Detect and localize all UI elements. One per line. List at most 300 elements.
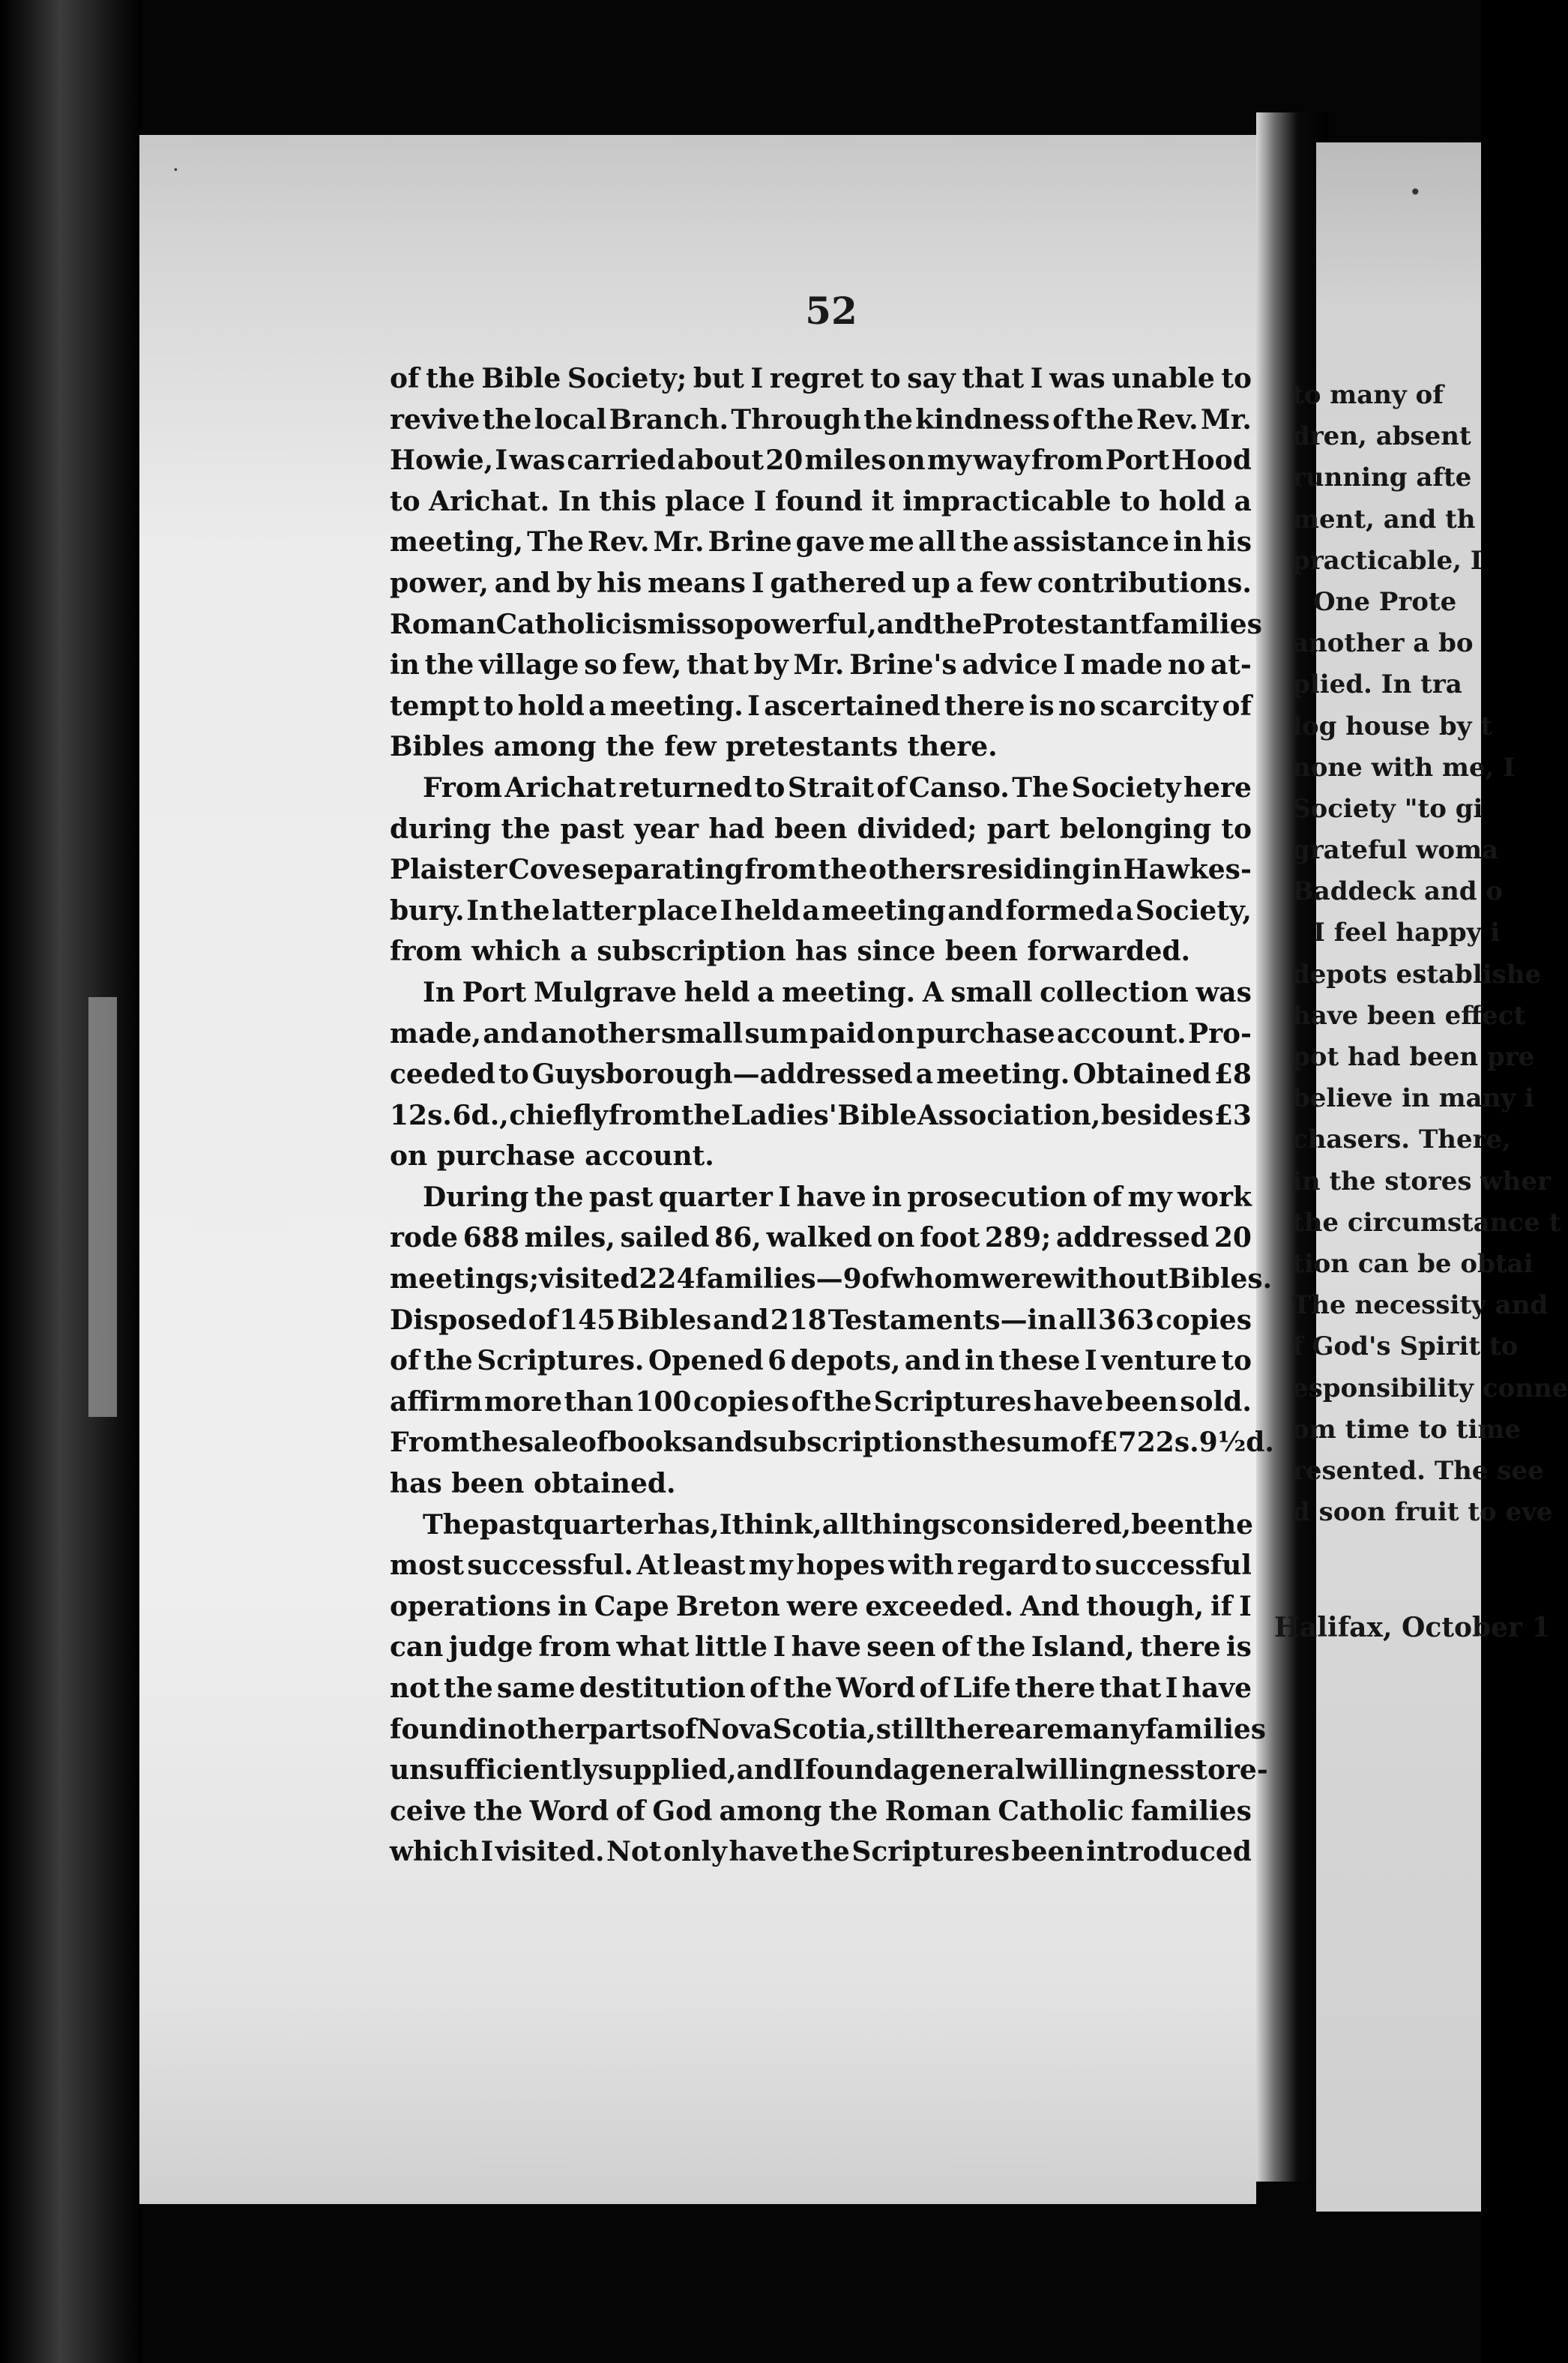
text-line <box>390 645 1252 686</box>
word: few <box>979 567 1032 599</box>
word: Brine <box>708 526 792 559</box>
word: hopes <box>796 1550 885 1582</box>
word: on <box>887 445 926 477</box>
word: depots, <box>790 1345 901 1377</box>
word: a <box>1115 894 1134 927</box>
word: miles, <box>524 1222 615 1254</box>
word: was <box>1049 363 1106 394</box>
text-line <box>390 1095 1252 1137</box>
word: there <box>944 690 1025 722</box>
word: been <box>1105 1385 1178 1418</box>
word: 100 <box>635 1385 692 1418</box>
word: year <box>634 813 699 845</box>
text-line: another a bo <box>1292 628 1474 659</box>
word: Association, <box>917 1099 1101 1131</box>
word: many <box>1064 1713 1145 1745</box>
word: families <box>1145 1713 1267 1745</box>
word: whom <box>891 1263 981 1295</box>
word: small <box>661 1017 744 1050</box>
word: Society; <box>567 363 687 394</box>
word: Port <box>1105 445 1170 477</box>
word: £8 <box>1213 1059 1252 1091</box>
word: operations <box>390 1590 552 1622</box>
word: Roman <box>390 608 496 640</box>
word: divided; <box>857 813 977 845</box>
word: work <box>1177 1181 1252 1213</box>
word: assistance <box>1013 526 1170 559</box>
text-line <box>390 1586 1252 1628</box>
word: in <box>872 1181 902 1213</box>
word: a <box>1234 485 1252 517</box>
word: I <box>495 445 508 477</box>
word: subscriptions <box>753 1427 957 1459</box>
word: Arichat. <box>429 485 550 517</box>
text-line <box>390 563 1252 604</box>
text-line <box>390 1627 1252 1668</box>
word: to <box>1221 363 1252 394</box>
word: I <box>1165 1673 1178 1704</box>
word: I <box>750 363 764 394</box>
word: his <box>1206 526 1252 559</box>
word: 218 <box>770 1304 827 1336</box>
word: returned <box>618 771 753 804</box>
word: families <box>1141 608 1262 640</box>
word: about <box>677 445 764 477</box>
word: introduced <box>1086 1836 1252 1868</box>
word: so <box>584 649 618 681</box>
word: Scriptures <box>873 1385 1032 1418</box>
word: no <box>1058 690 1097 722</box>
word: purchase <box>916 1017 1055 1050</box>
word: Roman <box>884 1795 992 1827</box>
word: 20 <box>1213 1222 1252 1254</box>
word: Scotia, <box>772 1713 876 1745</box>
text-line <box>390 1422 1274 1463</box>
word: meeting. <box>936 1059 1070 1091</box>
word: the <box>1204 1508 1254 1541</box>
text-line <box>390 809 1252 850</box>
word: that <box>687 649 749 681</box>
word: 86, <box>714 1222 762 1254</box>
word: foot <box>920 1222 980 1254</box>
word: is <box>675 608 702 640</box>
word: gave <box>795 526 865 559</box>
word: my <box>748 1550 793 1582</box>
word: have <box>1033 1385 1104 1418</box>
word: been <box>1131 1508 1204 1541</box>
word: made <box>1080 649 1163 681</box>
text-line <box>390 1668 1252 1709</box>
word: meeting. <box>782 976 916 1008</box>
word: Not <box>606 1836 662 1868</box>
word: miles <box>804 445 887 477</box>
word: found <box>805 1754 893 1786</box>
word: Catholicism <box>495 608 676 640</box>
word: than <box>564 1385 633 1418</box>
word: advice <box>962 649 1058 681</box>
word: Mr. <box>653 526 705 559</box>
text-line <box>390 1217 1252 1259</box>
word: the <box>473 1795 523 1827</box>
word: only <box>663 1836 727 1868</box>
word: venture <box>1101 1345 1217 1377</box>
text-line: the circumstance t <box>1292 1207 1561 1238</box>
word: bury. <box>390 894 465 927</box>
word: Port <box>462 976 527 1008</box>
film-speck: • <box>1409 180 1422 205</box>
text-line: on purchase account. <box>390 1140 714 1173</box>
word: there <box>934 1713 1016 1745</box>
word: the <box>424 649 474 681</box>
word: it <box>871 485 894 517</box>
page-number: 52 <box>805 289 857 333</box>
word: The <box>527 526 584 559</box>
word: destitution <box>579 1673 746 1704</box>
word: so <box>701 608 735 640</box>
text-line: running afte <box>1292 463 1472 493</box>
word: been <box>1011 1836 1085 1868</box>
word: there <box>1140 1631 1221 1664</box>
word: can <box>390 1631 444 1664</box>
word: to <box>1120 485 1151 517</box>
word: was <box>509 445 566 477</box>
word: visited <box>539 1263 639 1295</box>
word: by <box>556 567 591 599</box>
text-line: plied. In tra <box>1292 669 1462 700</box>
word: Protestant <box>982 608 1142 640</box>
word: A <box>922 976 944 1008</box>
word: sum <box>1006 1427 1070 1459</box>
word: meeting <box>821 894 946 927</box>
word: Mr. <box>793 649 845 681</box>
word: of <box>528 1304 558 1336</box>
word: of <box>578 1427 609 1459</box>
word: of <box>941 1631 971 1664</box>
left-page-text <box>390 358 1274 1873</box>
word: past <box>479 1508 544 1541</box>
word: powerful, <box>734 608 877 640</box>
word: Rev. <box>1136 403 1198 436</box>
word: and <box>494 567 551 599</box>
text-line: in the stores wher <box>1292 1166 1551 1196</box>
word: way <box>973 445 1030 477</box>
word: paid <box>809 1017 875 1050</box>
word: Society <box>1071 771 1181 804</box>
word: meeting, <box>390 526 524 559</box>
word: my <box>927 445 972 477</box>
word: in <box>965 1345 995 1377</box>
text-line: resented. The see <box>1292 1455 1544 1486</box>
word: meetings; <box>390 1263 540 1295</box>
word: I <box>1084 1345 1097 1377</box>
text-line <box>390 1259 1273 1300</box>
text-line <box>390 849 1252 891</box>
word: most <box>390 1550 464 1582</box>
word: I <box>778 1181 791 1213</box>
text-line: Baddeck and o <box>1292 876 1504 907</box>
word: been <box>774 813 848 845</box>
text-line: have been effect <box>1292 1000 1526 1031</box>
word: power, <box>390 567 489 599</box>
word: other <box>507 1713 589 1745</box>
word: Ladies' <box>731 1099 837 1131</box>
word: ascertained <box>764 690 941 722</box>
word: of <box>1070 1427 1100 1459</box>
word: still <box>875 1713 935 1745</box>
word: in <box>477 1713 507 1745</box>
word: unsufficiently <box>390 1754 598 1786</box>
word: Life <box>953 1673 1011 1704</box>
word: of <box>1052 403 1082 436</box>
word: to <box>1221 813 1252 845</box>
word: successful. <box>467 1550 633 1582</box>
word: the <box>932 608 983 640</box>
word: the <box>423 1345 473 1377</box>
word: these <box>998 1345 1081 1377</box>
word: Canso. <box>908 771 1010 804</box>
word: meeting. <box>609 690 744 722</box>
word: if <box>1210 1590 1233 1622</box>
word: in <box>1173 526 1203 559</box>
word: had <box>708 813 765 845</box>
word: few, <box>622 649 682 681</box>
word: of <box>861 1263 892 1295</box>
word: has, <box>657 1508 720 1541</box>
text-line: The necessity and <box>1292 1290 1549 1321</box>
word: to <box>483 690 514 722</box>
word: the <box>863 403 913 436</box>
word: parts <box>588 1713 667 1745</box>
word: Mulgrave <box>533 976 677 1008</box>
word: Society, <box>1135 894 1252 927</box>
word: Pro- <box>1188 1017 1252 1050</box>
word: me <box>868 526 914 559</box>
word: Catholic <box>998 1795 1124 1827</box>
word: think, <box>732 1508 822 1541</box>
word: part <box>986 813 1050 845</box>
text-line <box>390 440 1252 481</box>
text-line: Bibles among the few pretestants there. <box>390 731 998 763</box>
word: say <box>907 363 956 394</box>
word: are <box>1015 1713 1064 1745</box>
word: of <box>390 363 420 394</box>
text-line <box>390 1709 1267 1751</box>
word: hold <box>1159 485 1226 517</box>
word: to <box>498 1059 529 1091</box>
word: Opened <box>648 1345 764 1377</box>
word: carried <box>567 445 676 477</box>
word: and <box>696 1427 753 1459</box>
word: In <box>466 894 499 927</box>
word: of <box>876 771 906 804</box>
word: 224 <box>639 1263 696 1295</box>
word: on <box>877 1017 915 1050</box>
text-line: I feel happy i <box>1313 918 1501 948</box>
word: to <box>1195 1754 1225 1786</box>
word: means <box>648 567 746 599</box>
word: supplied, <box>597 1754 737 1786</box>
word: latter <box>552 894 636 927</box>
word: all <box>917 526 956 559</box>
word: from <box>608 1099 681 1131</box>
word: at- <box>1210 649 1252 681</box>
text-line <box>390 604 1262 645</box>
word: collection <box>1040 976 1189 1008</box>
word: by <box>753 649 788 681</box>
word: is <box>1028 690 1055 722</box>
word: From <box>390 1427 469 1459</box>
word: to <box>869 363 901 394</box>
word: of <box>615 1795 646 1827</box>
word: and <box>876 608 933 640</box>
word: more <box>484 1385 563 1418</box>
word: copies <box>1156 1304 1252 1336</box>
word: were <box>786 1590 859 1622</box>
word: and <box>904 1345 961 1377</box>
word: residing <box>966 854 1091 886</box>
text-line: grateful woma <box>1292 835 1499 866</box>
word: a <box>802 894 820 927</box>
word: Through <box>731 403 861 436</box>
word: local <box>534 403 607 436</box>
word: I <box>720 894 733 927</box>
word: Breton <box>675 1590 780 1622</box>
text-line: log house by t <box>1292 711 1493 741</box>
word: I <box>1030 363 1043 394</box>
word: from <box>744 854 817 886</box>
word: 12s. <box>390 1099 452 1131</box>
word: that <box>1099 1673 1162 1704</box>
word: place <box>665 485 746 517</box>
word: impracticable <box>902 485 1112 517</box>
word: Mr. <box>1200 403 1252 436</box>
word: 20 <box>765 445 803 477</box>
word: hold <box>517 690 585 722</box>
word: my <box>1127 1181 1172 1213</box>
text-line <box>390 522 1252 563</box>
film-artifact <box>88 997 117 1417</box>
word: and <box>736 1754 793 1786</box>
word: the <box>783 1673 833 1704</box>
word: the <box>1084 403 1134 436</box>
word: Bibles <box>617 1304 712 1336</box>
word: Rev. <box>587 526 650 559</box>
text-line: dren, absent <box>1292 421 1471 452</box>
word: Scriptures. <box>477 1345 645 1377</box>
word: Testaments—in <box>827 1304 1058 1336</box>
word: 6d., <box>452 1099 509 1131</box>
word: Bibles. <box>1168 1263 1273 1295</box>
word: families—9 <box>695 1263 862 1295</box>
text-line <box>390 400 1252 441</box>
word: During <box>423 1181 529 1213</box>
word: 688 <box>462 1222 519 1254</box>
text-line: One Prote <box>1313 586 1457 617</box>
word: sum <box>744 1017 808 1050</box>
text-line: ment, and th <box>1292 504 1476 535</box>
word: of <box>919 1673 949 1704</box>
word: have <box>1181 1673 1252 1704</box>
text-line: has been obtained. <box>390 1468 676 1500</box>
text-line: tion can be obtai <box>1292 1248 1534 1279</box>
word: during <box>390 813 492 845</box>
word: the <box>956 1427 1007 1459</box>
word: small <box>950 976 1033 1008</box>
word: considered, <box>956 1508 1132 1541</box>
word: quarter <box>543 1508 658 1541</box>
word: place <box>637 894 718 927</box>
word: Word <box>836 1673 916 1704</box>
word: with <box>888 1550 954 1582</box>
word: 9½d. <box>1198 1427 1274 1459</box>
text-line <box>390 1382 1252 1423</box>
word: have <box>796 1181 866 1213</box>
word: And <box>1020 1590 1080 1622</box>
word: judge <box>448 1631 534 1664</box>
text-line: pot had been pre <box>1292 1042 1535 1072</box>
word: of <box>390 1345 420 1377</box>
word: that <box>962 363 1025 394</box>
word: visited. <box>495 1836 605 1868</box>
word: books <box>608 1427 697 1459</box>
word: Bible <box>837 1099 917 1131</box>
word: another <box>540 1017 660 1050</box>
word: in <box>558 1590 588 1622</box>
text-line <box>390 1545 1252 1586</box>
word: I <box>773 1631 786 1664</box>
word: the <box>822 1385 872 1418</box>
word: and <box>483 1017 540 1050</box>
word: Branch. <box>609 403 729 436</box>
right-page-text <box>1292 375 1568 1533</box>
word: held <box>734 894 800 927</box>
word: I <box>753 485 767 517</box>
word: the <box>444 1673 493 1704</box>
word: ceive <box>390 1795 467 1827</box>
word: Strait <box>787 771 875 804</box>
word: regard <box>956 1550 1058 1582</box>
word: 145 <box>559 1304 616 1336</box>
word: sold. <box>1180 1385 1252 1418</box>
right-page-footer: Halifax, October 1 <box>1274 1612 1551 1643</box>
word: re- <box>1225 1754 1268 1786</box>
word: to <box>1061 1550 1092 1582</box>
word: 289; <box>984 1222 1052 1254</box>
word: affirm <box>390 1385 483 1418</box>
word: same <box>496 1673 576 1704</box>
word: the <box>828 1795 878 1827</box>
word: Bible <box>481 363 561 394</box>
word: from <box>1031 445 1104 477</box>
word: £72 <box>1099 1427 1156 1459</box>
word: found <box>774 485 863 517</box>
word: formed <box>1005 894 1115 927</box>
word: Obtained <box>1073 1059 1211 1091</box>
word: his <box>597 567 642 599</box>
word: At <box>636 1550 670 1582</box>
word: sale <box>518 1427 579 1459</box>
word: successful <box>1094 1550 1252 1582</box>
word: I <box>1239 1590 1252 1622</box>
text-line <box>390 1054 1252 1095</box>
word: kindness <box>915 403 1050 436</box>
word: 6 <box>768 1345 787 1377</box>
word: rode <box>390 1222 459 1254</box>
word: seen <box>866 1631 936 1664</box>
book-edge <box>0 0 142 2363</box>
word: Hawkes- <box>1123 854 1252 886</box>
word: revive <box>390 403 480 436</box>
